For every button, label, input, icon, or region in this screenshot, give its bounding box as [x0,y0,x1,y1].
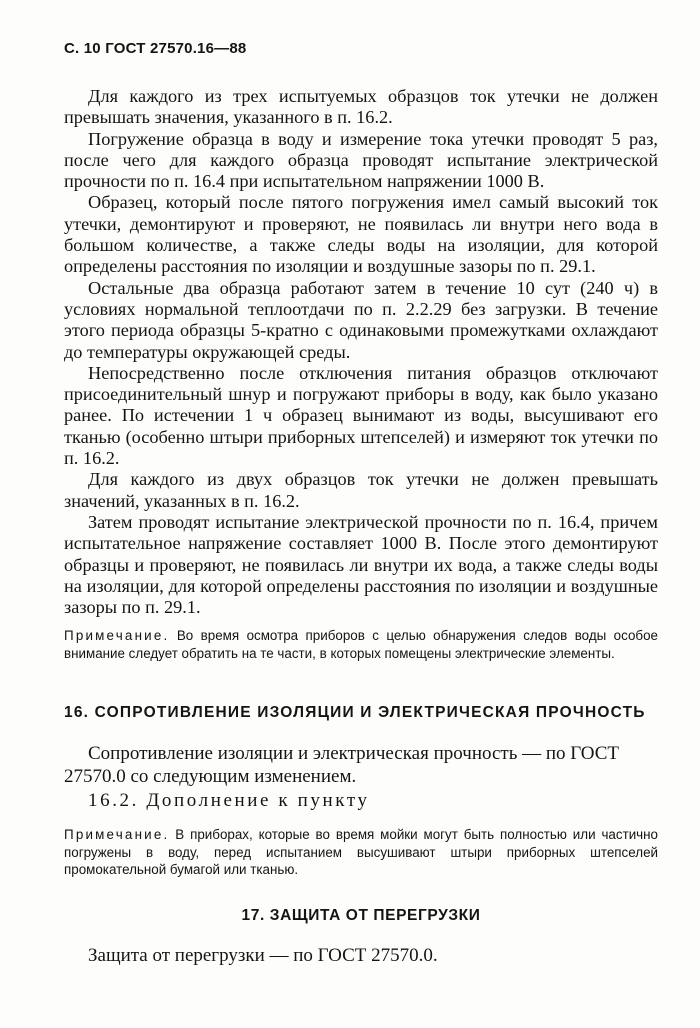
paragraph: Образец, который после пятого погружения имел самый высокий ток утечки, демонтируют и проверяют, не появилась ли внутри него вода в большом количестве, а также следы воды на изоляции, для которой определены расстояния по изоляции и воздушные зазоры по п. 29.1. [64,192,658,277]
section-16-text: Сопротивление изоляции и электрическая прочность — по ГОСТ 27570.0 со следующим изменением. [64,743,620,787]
paragraph: Остальные два образца работают затем в течение 10 сут (240 ч) в условиях нормальной теплоотдачи по п. 2.2.29 без загрузки. В течение этого периода образцы 5-кратно с одинаковыми промежутками охлаждают до температуры окружающей среды. [64,277,658,362]
paragraph: Затем проводят испытание электрической прочности по п. 16.4, причем испытательное напряжение составляет 1000 В. После этого демонтируют образцы и проверяют, не появилась ли внутри их вода, а также следы воды на изоляции, для которой определены расстояния по изоляции и воздушные зазоры по п. 29.1. [64,511,658,618]
note-label: Примечание. [64,827,170,842]
paragraph: Для каждого из двух образцов ток утечки не должен превышать значений, указанных в п. 16.2. [64,469,658,511]
page-header: С. 10 ГОСТ 27570.16—88 [64,40,247,57]
main-text [64,86,658,618]
paragraph: Погружение образца в воду и измерение тока утечки проводят 5 раз, после чего для каждого образца проводят испытание электрической прочности по п. 16.4 при испытательном напряжении 1000 В. [64,128,658,192]
paragraph: Для каждого из трех испытуемых образцов ток утечки не должен превышать значения, указанного в п. 16.2. [64,86,658,128]
section-16-title: 16. СОПРОТИВЛЕНИЕ ИЗОЛЯЦИИ И ЭЛЕКТРИЧЕСКАЯ ПРОЧНОСТЬ [64,704,646,721]
section-16-body [64,742,658,788]
section-16-addition: 16.2. Дополнение к пункту [88,790,370,811]
note-inspection [64,627,658,662]
paragraph: Непосредственно после отключения питания образцов отключают присоединительный шнур и погружают приборы в воду, как было указано ранее. По истечении 1 ч образец вынимают из воды, высушивают его тканью (особенно штыри приборных штепселей) и измеряют ток утечки по п. 16.2. [64,362,658,469]
section-17-text: Защита от перегрузки — по ГОСТ 27570.0. [88,945,438,966]
note-drying [64,826,658,879]
note-text: В приборах, которые во время мойки могут быть полностью или частично погружены в воду, перед испытанием высушивают штыри приборных штепселей промокательной бумагой или тканью. [64,827,658,877]
note-label: Примечание. [64,628,170,643]
note-text: Во время осмотра приборов с целью обнаружения следов воды особое внимание следует обратить на те части, в которых помещены электрические элементы. [64,628,658,661]
section-17-title: 17. ЗАЩИТА ОТ ПЕРЕГРУЗКИ [241,907,481,924]
